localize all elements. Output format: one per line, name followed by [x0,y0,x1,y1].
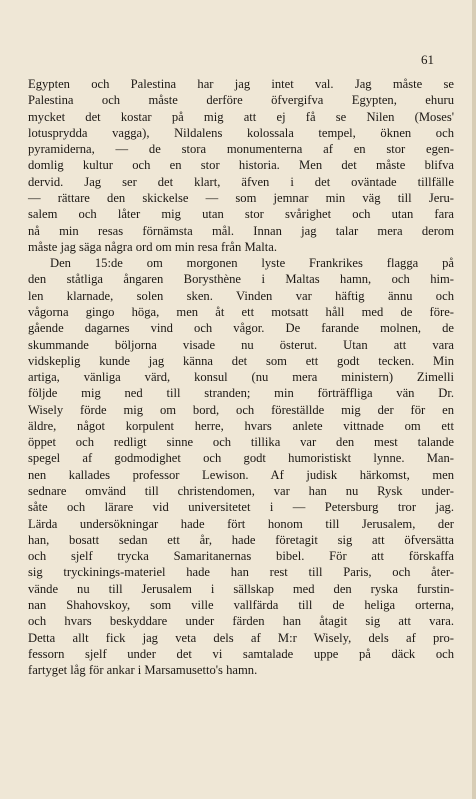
text-line: han, bosatt sedan ett år, hade företagit sig att öfversätta [28,532,454,547]
text-line: Palestina och måste derföre öfvergifva Egypten, ehuru [28,93,454,108]
page-edge [472,0,476,799]
text-line: — rättare den skickelse — som jemnar min väg till Jeru- [28,190,454,205]
text-line: artiga, vänliga värd, konsul (nu mera ministern) Zimelli [28,370,454,385]
text-line: sig tryckinings-materiel hade han rest till Paris, och åter- [28,565,454,580]
text-line: nå min resas förnämsta mål. Innan jag talar mera derom [28,223,454,238]
text-line: äldre, något korpulent herre, hvars anlete vittnade om ett [28,418,454,433]
text-line: Lärda undersökningar hade fört honom till Jerusalem, der [28,516,454,531]
text-line: öppet och redligt sinne och tillika var den mest talande [28,435,454,450]
text-line: sednare omvänd till christendomen, var han nu Rysk under- [28,484,454,499]
text-line: dervid. Jag ser det klart, äfven i det oväntade tillfälle [28,174,454,189]
text-line: Egypten och Palestina har jag intet val. Jag måste se [28,77,454,91]
text-line: spegel af godmodighet och godt humoristiskt lynne. Man- [28,451,454,466]
text-line: fessorn sjelf under det vi samtalade uppe på däck och [28,646,454,661]
text-line: fartyget låg för ankar i Marsamusetto's hamn. [28,663,258,678]
text-line: nen kallades professor Lewison. Af judisk härkomst, men [28,467,454,482]
page-number: 61 [421,52,434,67]
text-line: skummande böljorna visade nu österut. Utan att vara [28,337,454,352]
text-line: gående dagarnes vind och vågor. De farande molnen, de [28,321,454,336]
text-line: salem och låter mig utan stor svårighet och utan fara [28,207,454,222]
text-line: Wisely förde mig om bord, och föreställde mig der för en [28,402,454,417]
text-line: domlig kultur och en stor historia. Men det måste blifva [28,158,454,173]
text-line: följde mig ned till stranden; min förträffliga vän Dr. [28,386,454,401]
text-line: lotusprydda vagga), Nildalens kolossala tempel, öknen och [28,125,454,140]
text-line: vågorna gingo höga, men åt ett motsatt håll med de före- [28,304,454,319]
text-line: vidskeplig kunde jag känna det som ett godt tecken. Min [28,353,454,368]
text-line: och hvars beskyddare under färden han åtagit sig att vara. [28,614,454,629]
text-line: nan Shahovskoy, som ville vallfärda till de heliga orterna, [28,598,454,612]
text-line: såte och lärare vid universitetet i — Petersburg tror jag. [28,500,454,515]
body-text [28,76,454,678]
text-line: pyramiderna, — de stora monumenterna af en stor egen- [28,142,454,157]
text-line: vände nu till Jerusalem i sällskap med den ryska furstin- [28,581,454,596]
text-line: måste jag säga några ord om min resa från Malta. [28,239,277,254]
text-line: Detta allt fick jag veta dels af M:r Wisely, dels af pro- [28,630,454,645]
text-line: mycket det kostar på mig att ej få se Nilen (Moses' [28,109,454,124]
text-line: Den 15:de om morgonen lyste Frankrikes flagga på [50,256,454,271]
text-line: och sjelf trycka Samaritanernas bibel. För att förskaffa [28,549,454,564]
text-line: len klarnade, solen sken. Vinden var häftig ännu och [28,288,454,303]
text-line: den ståtliga ångaren Borysthène i Maltas hamn, och him- [28,272,454,287]
